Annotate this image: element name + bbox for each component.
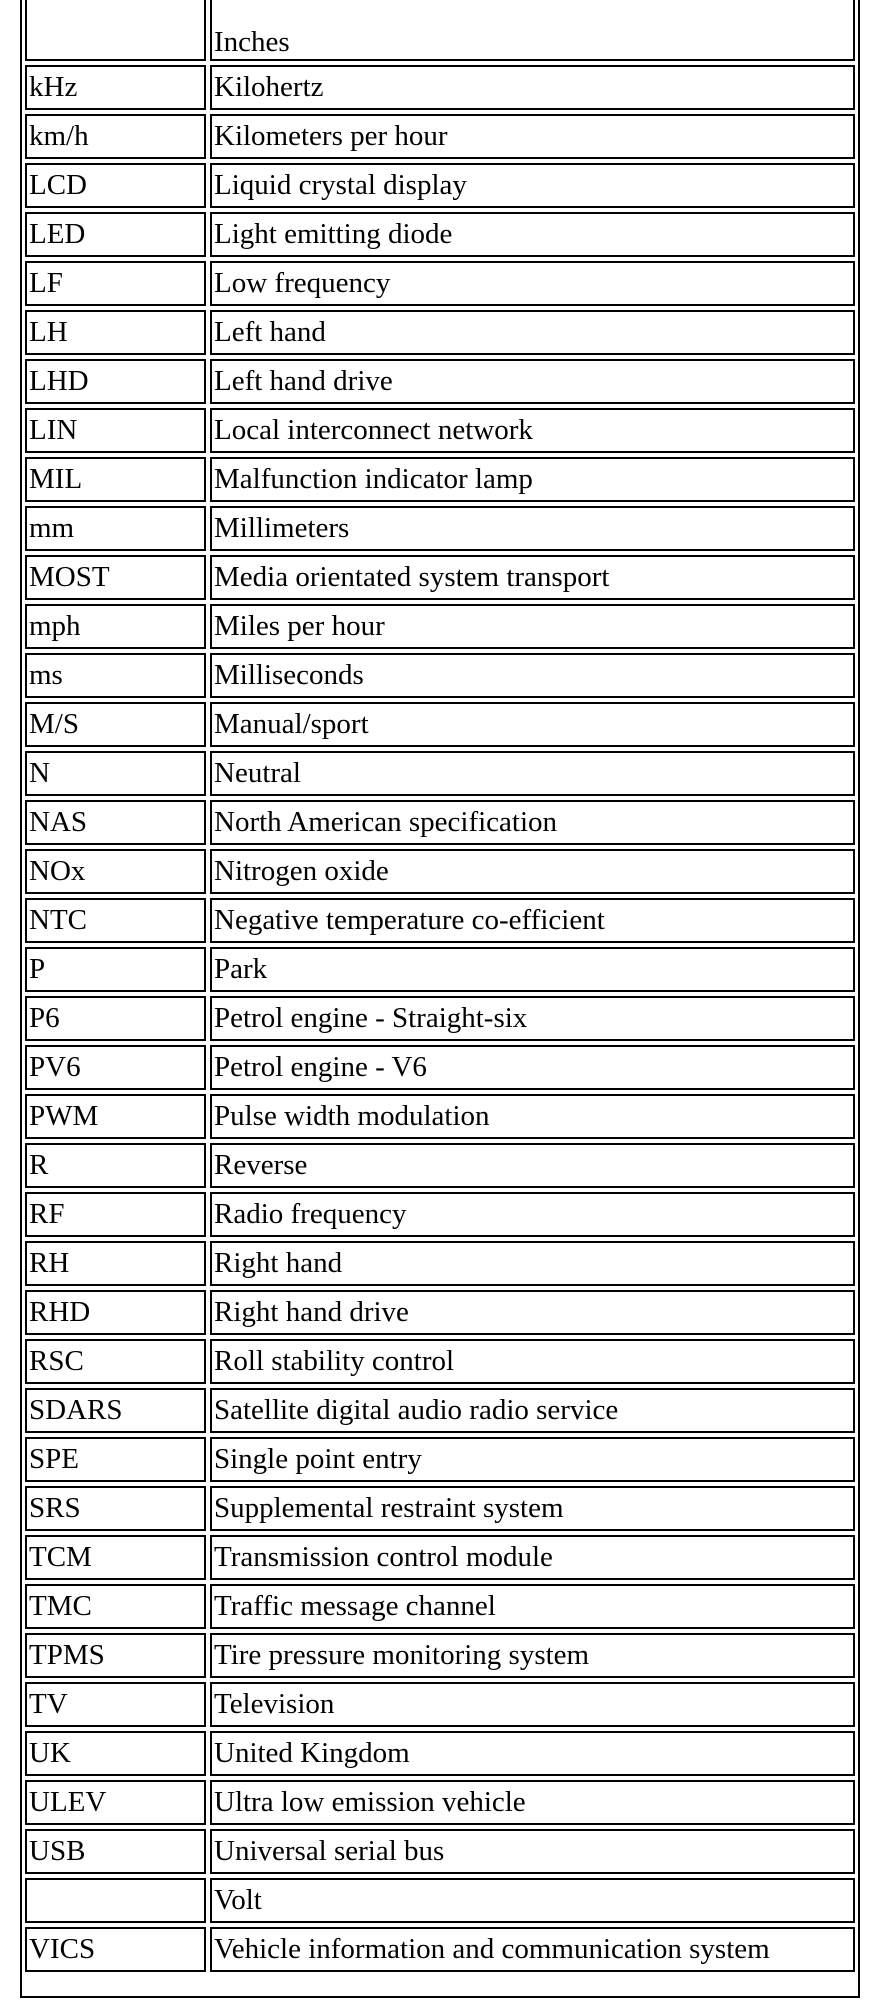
- table-row: [25, 65, 855, 110]
- meaning-cell: Pulse width modulation: [210, 1094, 855, 1139]
- table-row: [25, 1045, 855, 1090]
- meaning-cell: Light emitting diode: [210, 212, 855, 257]
- abbreviations-table-body: [25, 0, 855, 1993]
- table-row: [25, 163, 855, 208]
- abbreviation-cell: NAS: [25, 800, 206, 845]
- abbreviation-cell: kHz: [25, 65, 206, 110]
- abbreviation-cell: RHD: [25, 1290, 206, 1335]
- meaning-cell: Right hand: [210, 1241, 855, 1286]
- abbreviation-cell: P: [25, 947, 206, 992]
- abbreviation-cell: NTC: [25, 898, 206, 943]
- table-row: [25, 212, 855, 257]
- abbreviation-cell: PV6: [25, 1045, 206, 1090]
- abbreviation-cell: TV: [25, 1682, 206, 1727]
- meaning-cell: Miles per hour: [210, 604, 855, 649]
- table-row: [25, 996, 855, 1041]
- abbreviation-cell: LF: [25, 261, 206, 306]
- meaning-cell: Right hand drive: [210, 1290, 855, 1335]
- table-row: [25, 1339, 855, 1384]
- table-row: [25, 1437, 855, 1482]
- meaning-cell: Manual/sport: [210, 702, 855, 747]
- abbreviation-cell: RF: [25, 1192, 206, 1237]
- meaning-cell: Volt: [210, 1878, 855, 1923]
- meaning-cell: United Kingdom: [210, 1731, 855, 1776]
- abbreviation-cell: mph: [25, 604, 206, 649]
- abbreviation-cell: LH: [25, 310, 206, 355]
- meaning-cell: Milliseconds: [210, 653, 855, 698]
- abbreviation-cell: ms: [25, 653, 206, 698]
- abbreviation-cell: SPE: [25, 1437, 206, 1482]
- abbreviation-cell: RH: [25, 1241, 206, 1286]
- meaning-cell: Petrol engine - Straight-six: [210, 996, 855, 1041]
- abbreviation-cell: km/h: [25, 114, 206, 159]
- meaning-cell: North American specification: [210, 800, 855, 845]
- table-row: [25, 800, 855, 845]
- table-row: [25, 555, 855, 600]
- table-row: [25, 947, 855, 992]
- meaning-cell: Neutral: [210, 751, 855, 796]
- abbreviation-cell: SRS: [25, 1486, 206, 1531]
- meaning-cell: Low frequency: [210, 261, 855, 306]
- abbreviation-cell: LED: [25, 212, 206, 257]
- table-row: [25, 1731, 855, 1776]
- meaning-cell: Left hand drive: [210, 359, 855, 404]
- table-row: [25, 261, 855, 306]
- table-row: [25, 1241, 855, 1286]
- meaning-cell: Left hand: [210, 310, 855, 355]
- table-row: [25, 604, 855, 649]
- table-row: [25, 1829, 855, 1874]
- table-row: [25, 408, 855, 453]
- table-row: [25, 849, 855, 894]
- table-row: [25, 1682, 855, 1727]
- abbreviation-cell: [25, 1878, 206, 1923]
- table-row: [25, 1290, 855, 1335]
- abbreviation-cell: RSC: [25, 1339, 206, 1384]
- abbreviation-cell: [25, 0, 206, 61]
- abbreviation-cell: VICS: [25, 1927, 206, 1972]
- meaning-cell: Tire pressure monitoring system: [210, 1633, 855, 1678]
- meaning-cell: Local interconnect network: [210, 408, 855, 453]
- meaning-cell: Media orientated system transport: [210, 555, 855, 600]
- table-row: [25, 1633, 855, 1678]
- meaning-cell: Park: [210, 947, 855, 992]
- table-row: [25, 457, 855, 502]
- meaning-cell: Radio frequency: [210, 1192, 855, 1237]
- abbreviation-cell: NOx: [25, 849, 206, 894]
- meaning-cell: Negative temperature co-efficient: [210, 898, 855, 943]
- meaning-cell: Kilometers per hour: [210, 114, 855, 159]
- abbreviation-cell: R: [25, 1143, 206, 1188]
- table-row: [25, 1143, 855, 1188]
- meaning-cell: Roll stability control: [210, 1339, 855, 1384]
- table-row: [25, 898, 855, 943]
- meaning-cell: Inches: [210, 0, 855, 61]
- abbreviation-cell: USB: [25, 1829, 206, 1874]
- meaning-cell: Ultra low emission vehicle: [210, 1780, 855, 1825]
- meaning-cell: Reverse: [210, 1143, 855, 1188]
- abbreviation-cell: UK: [25, 1731, 206, 1776]
- meaning-cell: Traffic message channel: [210, 1584, 855, 1629]
- meaning-cell: Malfunction indicator lamp: [210, 457, 855, 502]
- meaning-cell: Kilohertz: [210, 65, 855, 110]
- abbreviation-cell: TMC: [25, 1584, 206, 1629]
- table-row: [25, 702, 855, 747]
- abbreviation-cell: TCM: [25, 1535, 206, 1580]
- meaning-cell: Millimeters: [210, 506, 855, 551]
- abbreviation-cell: TPMS: [25, 1633, 206, 1678]
- table-row: [25, 1927, 855, 1972]
- abbreviation-cell: mm: [25, 506, 206, 551]
- meaning-cell: Universal serial bus: [210, 1829, 855, 1874]
- meaning-cell: Supplemental restraint system: [210, 1486, 855, 1531]
- meaning-cell: Nitrogen oxide: [210, 849, 855, 894]
- meaning-cell: Vehicle information and communication system: [210, 1927, 855, 1972]
- table-row: [25, 653, 855, 698]
- abbreviation-cell: N: [25, 751, 206, 796]
- table-row: [25, 506, 855, 551]
- abbreviation-cell: MOST: [25, 555, 206, 600]
- abbreviation-cell: ULEV: [25, 1780, 206, 1825]
- meaning-cell: Satellite digital audio radio service: [210, 1388, 855, 1433]
- table-row: [25, 114, 855, 159]
- meaning-cell: Single point entry: [210, 1437, 855, 1482]
- table-row: [25, 1388, 855, 1433]
- abbreviation-cell: LHD: [25, 359, 206, 404]
- abbreviation-cell: PWM: [25, 1094, 206, 1139]
- table-row: [25, 1486, 855, 1531]
- table-row: [25, 751, 855, 796]
- abbreviation-cell: LIN: [25, 408, 206, 453]
- meaning-cell: Television: [210, 1682, 855, 1727]
- abbreviations-table: [20, 0, 860, 1998]
- table-row: [25, 310, 855, 355]
- table-row: [25, 1192, 855, 1237]
- meaning-cell: Liquid crystal display: [210, 163, 855, 208]
- abbreviation-cell: P6: [25, 996, 206, 1041]
- table-row: [25, 1584, 855, 1629]
- table-row: [25, 0, 855, 58]
- meaning-cell: Transmission control module: [210, 1535, 855, 1580]
- abbreviation-cell: LCD: [25, 163, 206, 208]
- table-row: [25, 1535, 855, 1580]
- meaning-cell: Petrol engine - V6: [210, 1045, 855, 1090]
- abbreviation-cell: MIL: [25, 457, 206, 502]
- abbreviation-cell: M/S: [25, 702, 206, 747]
- table-row: [25, 359, 855, 404]
- table-row: [25, 1094, 855, 1139]
- table-row: [25, 1780, 855, 1825]
- abbreviation-cell: SDARS: [25, 1388, 206, 1433]
- table-row: [25, 1878, 855, 1923]
